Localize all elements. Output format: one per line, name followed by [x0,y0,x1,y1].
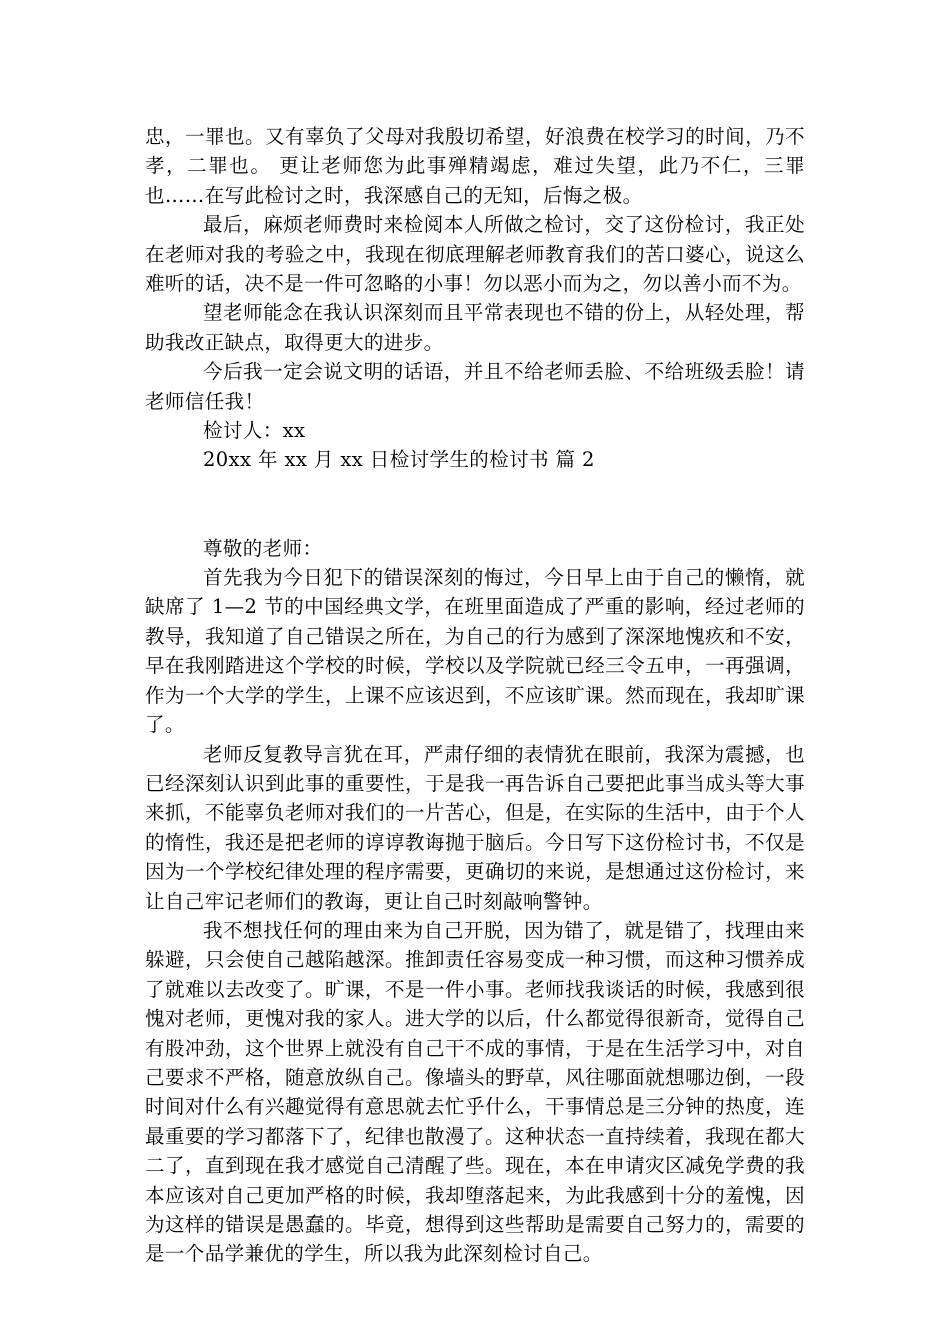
document-body [145,122,805,1269]
paragraph-continued: 忠，一罪也。又有辜负了父母对我殷切希望，好浪费在校学习的时间，乃不孝，二罪也。 更让老师您为此事殚精竭虑，难过失望，此乃不仁，三罪也……在写此检讨之时，我深感自己的无知，后悔之极。 [145,125,805,207]
paragraph-promise: 今后我一定会说文明的话语，并且不给老师丢脸、不给班级丢脸！请老师信任我！ [145,360,805,413]
paragraph-closing: 最后，麻烦老师费时来检阅本人所做之检讨，交了这份检讨，我正处在老师对我的考验之中，我现在彻底理解老师教育我们的苦口婆心，说这么难听的话，决不是一件可忽略的小事！勿以恶小而为之，勿以善小而不为。 [145,213,805,296]
section-spacer [145,475,805,534]
paragraph-3: 我不想找任何的理由来为自己开脱，因为错了，就是错了，找理由来躲避，只会使自己越陷越深。推卸责任容易变成一种习惯，而这种习惯养成了就难以去改变了。旷课，不是一件小事。老师找我谈话的时候，我感到很愧对老师，更愧对我的家人。进大学的以后，什么都觉得很新奇，觉得自己有股冲劲，这个世界上就没有自己干不成的事情，于是在生活学习中，对自己要求不严格，随意放纵自己。像墙头的野草，风往哪面就想哪边倒，一段时间对什么有兴趣觉得有意思就去忙乎什么，干事情总是三分钟的热度，连最重要的学习都落下了，纪律也散漫了。这种状态一直持续着，我现在都大二了，直到现在我才感觉自己清醒了些。现在，本在申请灾区减免学费的我本应该对自己更加严格的时候，我却堕落起来，为此我感到十分的羞愧，因为这样的错误是愚蠢的。毕竟，想得到这些帮助是需要自己努力的，需要的是一个品学兼优的学生，所以我为此深刻检讨自己。 [145,918,805,1266]
paragraph-1: 首先我为今日犯下的错误深刻的悔过，今日早上由于自己的懒惰，就缺席了 1—2 节的中国经典文学，在班里面造成了严重的影响，经过老师的教导，我知道了自己错误之所在，为自己的行为感到了深深地愧疚和不安，早在我刚踏进这个学校的时候，学校以及学院就已经三令五申，一再强调，作为一个大学的学生，上课不应该迟到，不应该旷课。然而现在，我却旷课了。 [145,566,805,737]
paragraph-hope: 望老师能念在我认识深刻而且平常表现也不错的份上，从轻处理，帮助我改正缺点，取得更大的进步。 [145,301,805,354]
date-title-line: 20xx 年 xx 月 xx 日检讨学生的检讨书 篇 2 [203,448,595,472]
paragraph-2: 老师反复教导言犹在耳，严肃仔细的表情犹在眼前，我深为震撼，也已经深刻认识到此事的重要性，于是我一再告诉自己要把此事当成头等大事来抓，不能辜负老师对我们的一片苦心，但是，在实际的生活中，由于个人的惰性，我还是把老师的谆谆教诲抛于脑后。今日写下这份检讨书，不仅是因为一个学校纪律处理的程序需要，更确切的来说，是想通过这份检讨，来让自己牢记老师们的教诲，更让自己时刻敲响警钟。 [145,742,805,913]
signature-line: 检讨人：xx [203,419,306,443]
salutation: 尊敬的老师： [203,536,323,560]
